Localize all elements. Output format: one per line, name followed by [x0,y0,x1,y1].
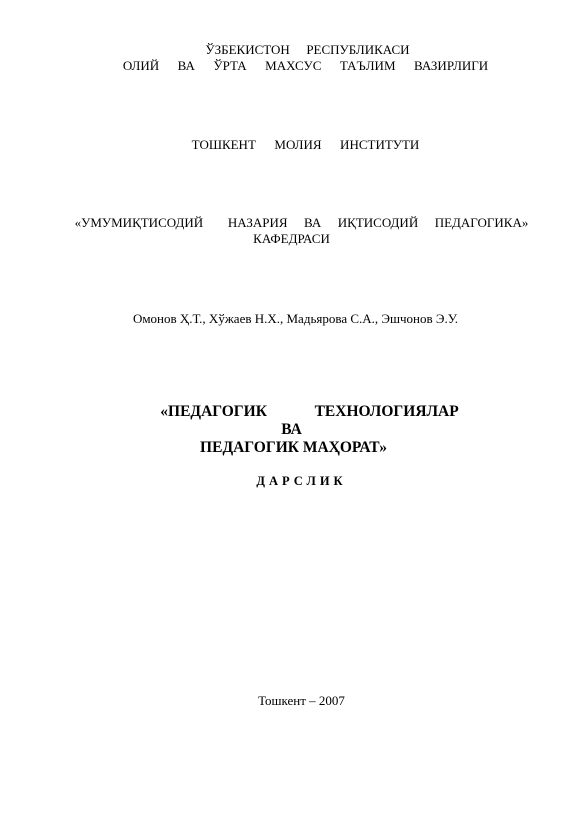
department-line-2: КАФЕДРАСИ [253,231,330,246]
document-type: ДАРСЛИК [256,474,347,488]
authors: Омонов Ҳ.Т., Хўжаев Н.Х., Мадьярова С.А., Эшчонов Э.У. [132,311,459,326]
place-and-year: Тошкент – 2007 [258,693,345,708]
ministry-line-1: ЎЗБЕКИСТОН РЕСПУБЛИКАСИ [205,42,410,57]
department-line-1: «УМУМИҚТИСОДИЙ НАЗАРИЯ ВА ИҚТИСОДИЙ ПЕДАГОГИКА» [74,215,529,230]
book-title-line-2: ВА [281,421,302,438]
ministry-line-2: ОЛИЙ ВА ЎРТА МАХСУС ТАЪЛИМ ВАЗИРЛИГИ [122,58,489,73]
institute-name: ТОШКЕНТ МОЛИЯ ИНСТИТУТИ [191,137,420,152]
book-title-line-1: «ПЕДАГОГИК ТЕХНОЛОГИЯЛАР [160,403,459,420]
book-title-line-3: ПЕДАГОГИК МАҲОРАТ» [200,439,387,456]
